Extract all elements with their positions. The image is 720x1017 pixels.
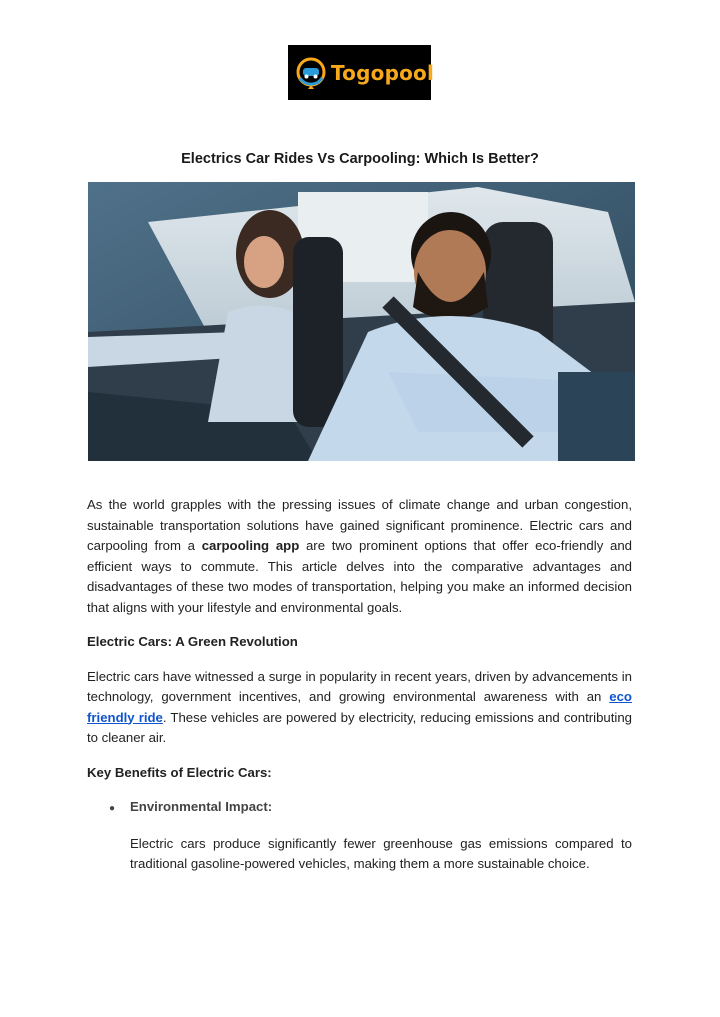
bullet-description: Electric cars produce significantly fewer greenhouse gas emissions compared to traditional gasoline-powered vehicles, making them a more sustainable choice. bbox=[130, 835, 632, 871]
bullet-label: Environmental Impact: bbox=[130, 799, 273, 814]
logo-text: Togopool bbox=[331, 60, 435, 85]
eco-friendly-ride-link[interactable]: eco friendly ride bbox=[87, 689, 632, 725]
list-item bbox=[109, 797, 632, 820]
article-body bbox=[87, 495, 632, 875]
carpooling-app-bold: carpooling app bbox=[201, 538, 300, 553]
bullet-icon: ● bbox=[109, 803, 116, 814]
electric-cars-paragraph: Electric cars have witnessed a surge in popularity in recent years, driven by advancements in technology, government incentives, and growing environmental awareness with an eco friendly ride. These vehicles are powered by electricity, reducing emissions and contributing to cleaner air. bbox=[87, 668, 632, 745]
article-title: Electrics Car Rides Vs Carpooling: Which Is Better? bbox=[181, 151, 539, 167]
intro-paragraph: As the world grapples with the pressing issues of climate change and urban congestion, sustainable transportation solutions have gained significant prominence. Electric cars and carpooling from a carpooling app are two prominent options that offer eco-friendly and efficient ways to commute. This article delves into the comparative advantages and disadvantages of these two modes of transportation, helping you make an informed decision that aligns with your lifestyle and environmental goals. bbox=[87, 497, 633, 615]
car-pin-icon bbox=[294, 56, 328, 90]
section-heading-key-benefits: Key Benefits of Electric Cars: bbox=[87, 764, 272, 780]
section-heading-electric-cars: Electric Cars: A Green Revolution bbox=[87, 634, 298, 649]
brand-logo bbox=[288, 45, 435, 100]
hero-image bbox=[88, 182, 635, 461]
